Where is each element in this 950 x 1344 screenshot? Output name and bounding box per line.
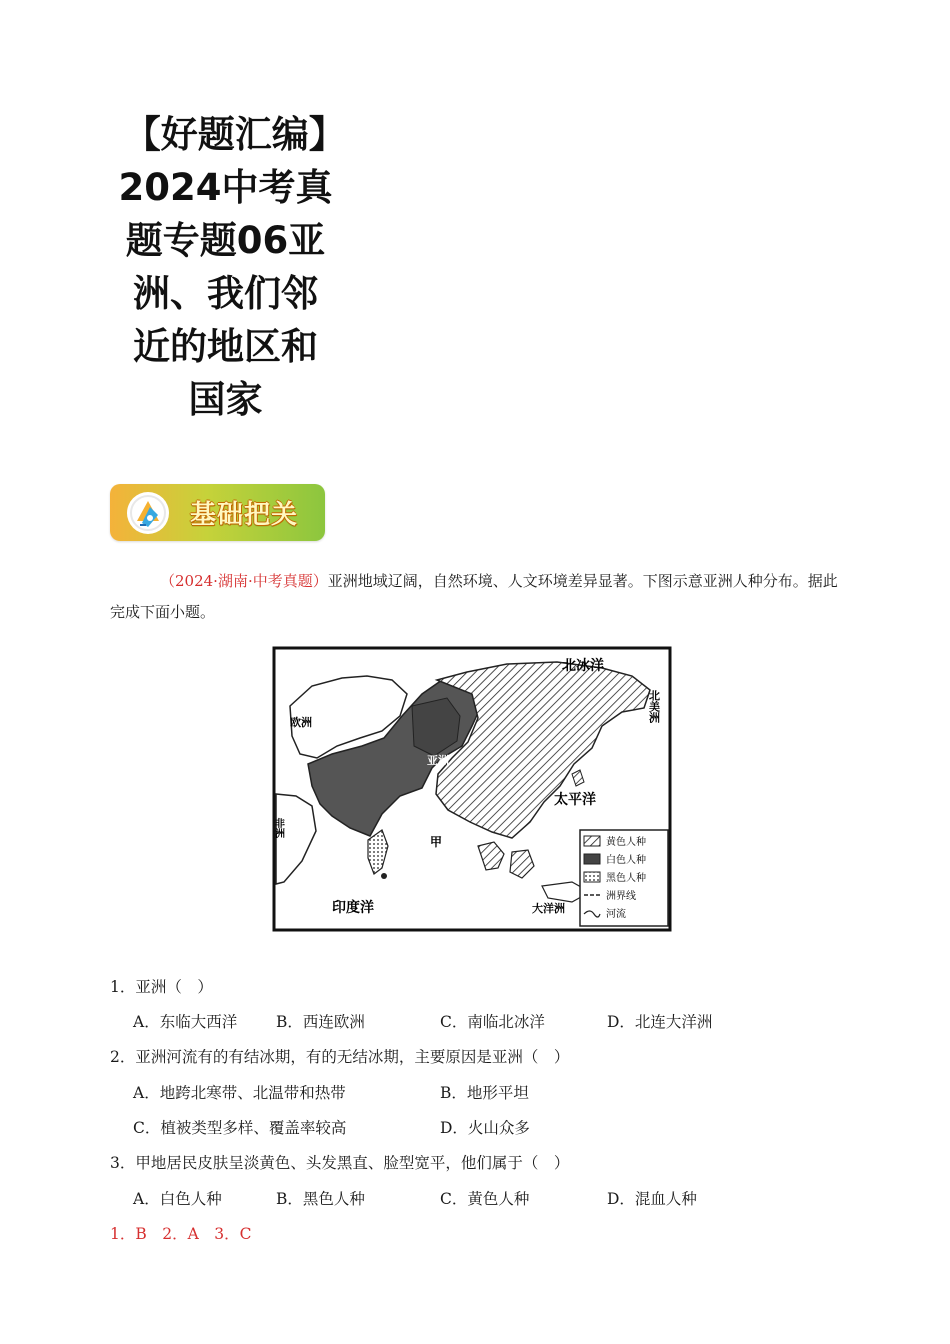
question-2-stem: 2．亚洲河流有的有结冰期，有的无结冰期，主要原因是亚洲（ ）: [110, 1048, 570, 1066]
map-legend: [580, 830, 668, 926]
q1-option-c: C．南临北冰洋: [440, 1013, 545, 1031]
label-arctic: 北冰洋: [562, 658, 604, 674]
asia-race-map: [272, 646, 672, 932]
pen-compass-icon: [126, 491, 170, 535]
question-intro: [110, 566, 840, 628]
intro-text: 亚洲地域辽阔，自然环境、人文环境差异显著。下图示意亚洲人种分布。据此完成下面小题。: [110, 572, 838, 621]
legend-black: 黑色人种: [606, 873, 646, 884]
answer-key: 1．B 2．A 3．C: [110, 1225, 252, 1243]
q3-option-c: C．黄色人种: [440, 1190, 530, 1208]
q2-option-a: A．地跨北寒带、北温带和热带: [133, 1084, 346, 1102]
legend-river: 河流: [606, 909, 626, 920]
legend-boundary: 洲界线: [606, 891, 636, 902]
q1-option-b: B．西连欧洲: [276, 1013, 365, 1031]
legend-white: 白色人种: [606, 855, 646, 866]
section-title: 基础把关: [190, 500, 299, 530]
q3-option-d: D．混血人种: [607, 1190, 697, 1208]
label-indian: 印度洋: [332, 900, 374, 916]
label-asia: 亚洲: [427, 754, 449, 767]
label-pacific: 太平洋: [554, 792, 596, 808]
q3-option-b: B．黑色人种: [276, 1190, 365, 1208]
question-3-stem: 3．甲地居民皮肤呈淡黄色、头发黑直、脸型宽平，他们属于（ ）: [110, 1154, 570, 1172]
label-africa: 非洲: [272, 818, 284, 838]
label-oceania: 大洋洲: [532, 902, 565, 915]
sri-lanka-mark: [381, 873, 387, 879]
q1-option-d: D．北连大洋洲: [607, 1013, 713, 1031]
legend-yellow: 黄色人种: [606, 837, 646, 848]
q3-option-a: A．白色人种: [133, 1190, 222, 1208]
q1-option-a: A．东临大西洋: [133, 1013, 238, 1031]
label-jia: 甲: [430, 835, 443, 849]
q2-option-c: C．植被类型多样、覆盖率较高: [133, 1119, 347, 1137]
label-north-america: 北美洲: [647, 690, 661, 723]
question-source: （2024·湖南·中考真题）: [160, 572, 328, 590]
section-badge: [110, 484, 325, 541]
q2-option-b: B．地形平坦: [440, 1084, 529, 1102]
question-1-stem: 1．亚洲（ ）: [110, 978, 213, 996]
q2-option-d: D．火山众多: [440, 1119, 530, 1137]
label-europe: 欧洲: [290, 716, 312, 729]
page-title: 【好题汇编】2024中考真题专题06亚洲、我们邻近的地区和国家: [118, 113, 333, 421]
